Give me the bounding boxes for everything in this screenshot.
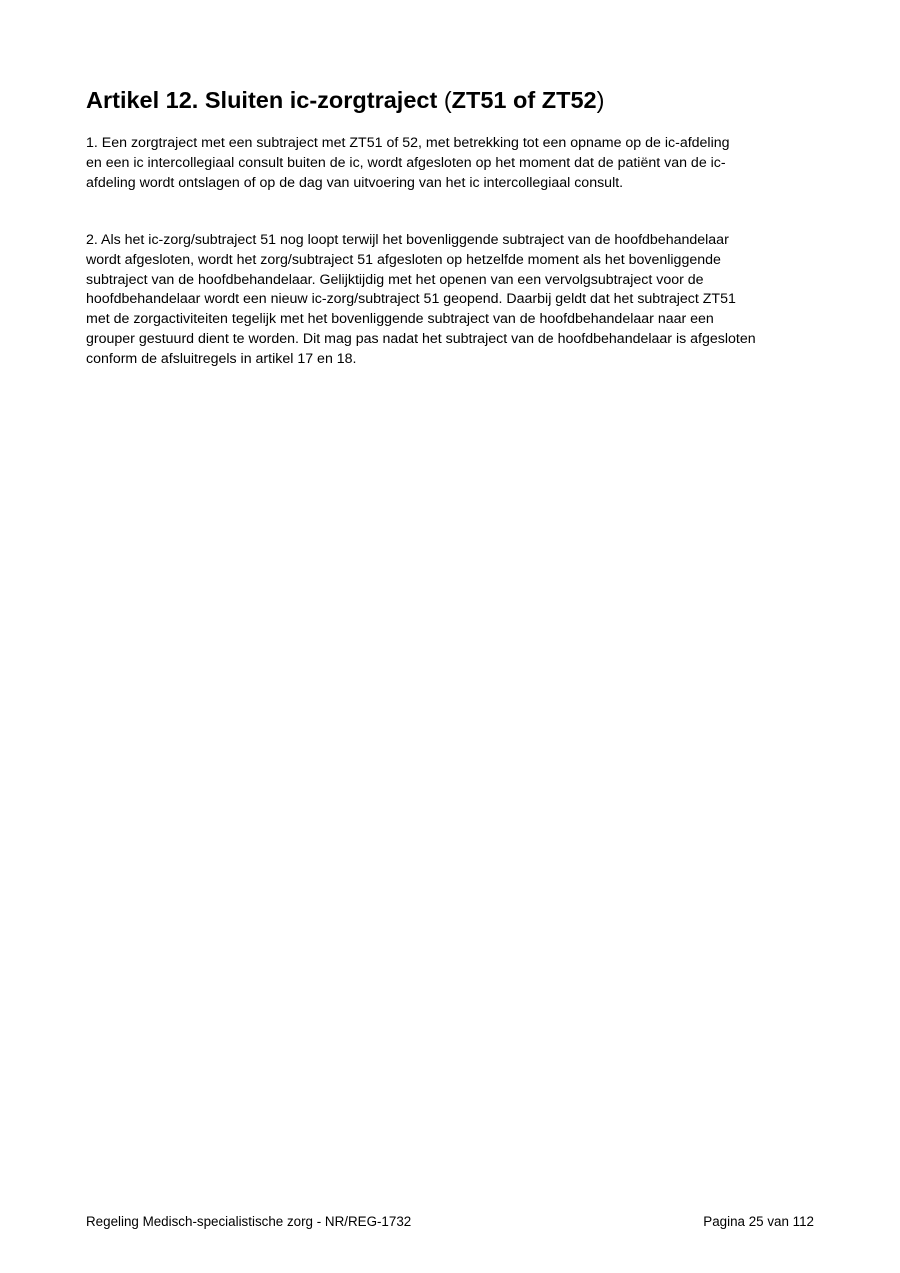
article-title-codes: ZT51 of ZT52 bbox=[451, 87, 597, 113]
paragraph-line: hoofdbehandelaar wordt een nieuw ic-zorg/subtraject 51 geopend. Daarbij geldt dat het subtraject ZT51 bbox=[86, 291, 736, 308]
article-title-main: Artikel 12. Sluiten ic-zorgtraject bbox=[86, 87, 444, 113]
paragraph-line: en een ic intercollegiaal consult buiten de ic, wordt afgesloten op het moment dat de patiënt van de ic- bbox=[86, 154, 726, 171]
article-paragraph-1 bbox=[86, 134, 826, 193]
article-title-close-paren: ) bbox=[596, 87, 605, 113]
paragraph-line: 1. Een zorgtraject met een subtraject met ZT51 of 52, met betrekking tot een opname op de ic-afdeling bbox=[86, 135, 730, 151]
paragraph-line: wordt afgesloten, wordt het zorg/subtraject 51 afgesloten op hetzelfde moment als het bovenliggende bbox=[86, 251, 721, 268]
article-paragraph-2 bbox=[86, 231, 826, 370]
footer-document-title: Regeling Medisch-specialistische zorg - NR/REG-1732 bbox=[86, 1214, 412, 1229]
article-title-open-paren: ( bbox=[443, 87, 452, 113]
paragraph-line: grouper gestuurd dient te worden. Dit mag pas nadat het subtraject van de hoofdbehandelaar is afgesloten bbox=[86, 330, 756, 347]
article-heading bbox=[86, 84, 826, 116]
paragraph-line: subtraject van de hoofdbehandelaar. Gelijktijdig met het openen van een vervolgsubtraject voor de bbox=[86, 271, 704, 288]
paragraph-line: conform de afsluitregels in artikel 17 en 18. bbox=[86, 350, 357, 367]
paragraph-line: 2. Als het ic-zorg/subtraject 51 nog loopt terwijl het bovenliggende subtraject van de hoofdbehandelaar bbox=[86, 232, 729, 248]
footer-page-number: Pagina 25 van 112 bbox=[703, 1214, 814, 1229]
paragraph-line: met de zorgactiviteiten tegelijk met het bovenliggende subtraject van de hoofdbehandelaar naar een bbox=[86, 311, 714, 328]
paragraph-line: afdeling wordt ontslagen of op de dag van uitvoering van het ic intercollegiaal consult. bbox=[86, 174, 624, 191]
